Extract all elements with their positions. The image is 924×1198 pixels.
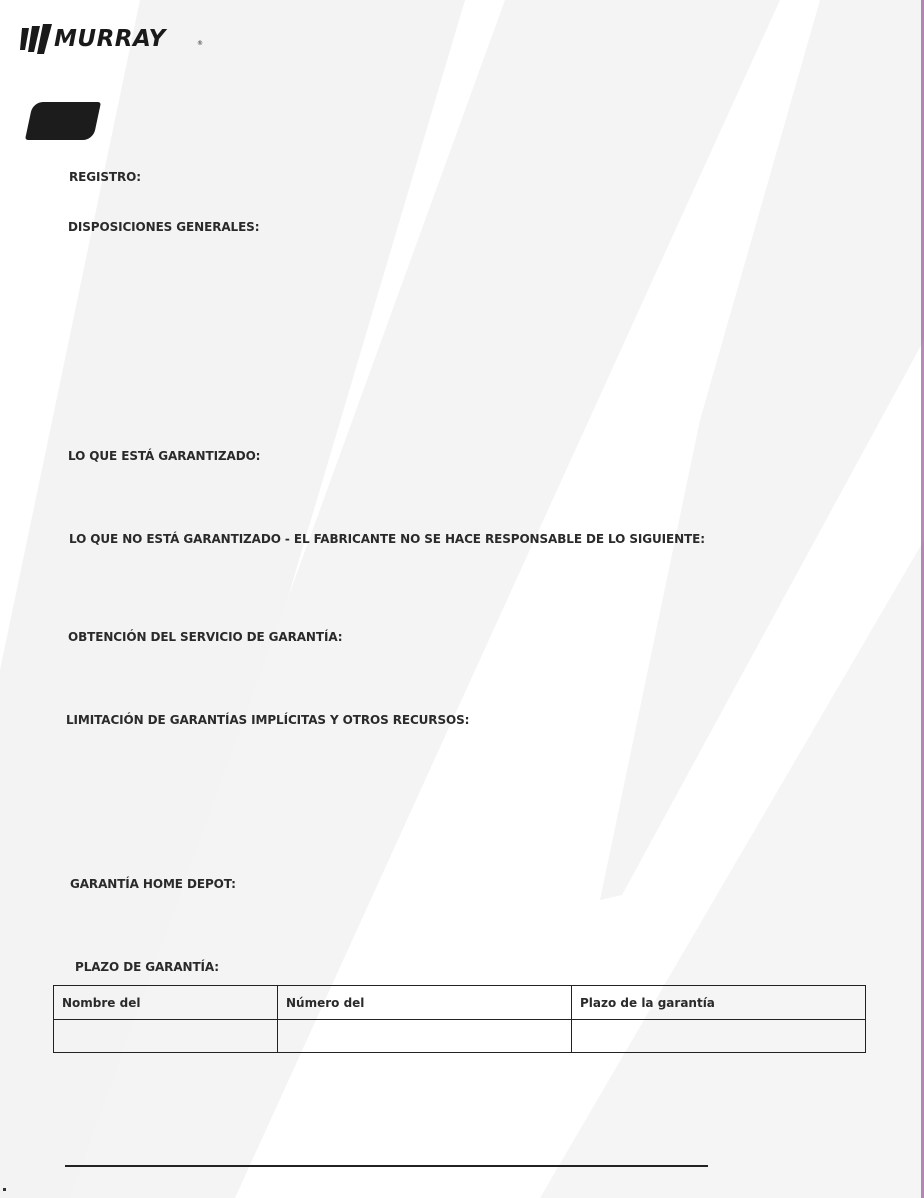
heading-disposiciones-generales: DISPOSICIONES GENERALES:: [68, 220, 260, 234]
warranty-table: [53, 985, 866, 1053]
table-cell: [572, 1020, 866, 1053]
table-cell: [278, 1020, 572, 1053]
heading-registro: REGISTRO:: [69, 170, 141, 184]
table-cell: [54, 1020, 278, 1053]
table-row: [54, 1020, 866, 1053]
svg-text:®: ®: [197, 40, 203, 47]
murray-logo: [20, 22, 220, 56]
heading-lo-que-no-esta-garantizado: LO QUE NO ESTÁ GARANTIZADO - EL FABRICANTE NO SE HACE RESPONSABLE DE LO SIGUIENTE:: [69, 532, 705, 546]
heading-garantia-home-depot: GARANTÍA HOME DEPOT:: [70, 877, 236, 891]
heading-obtencion-servicio: OBTENCIÓN DEL SERVICIO DE GARANTÍA:: [68, 630, 343, 644]
header-nombre: Nombre del: [54, 986, 278, 1020]
footer-divider: [65, 1165, 708, 1167]
table-header-row: [54, 986, 866, 1020]
header-numero: Número del: [278, 986, 572, 1020]
heading-limitacion-garantias: LIMITACIÓN DE GARANTÍAS IMPLÍCITAS Y OTROS RECURSOS:: [66, 713, 470, 727]
logo-text: MURRAY: [54, 26, 166, 52]
language-tab: [25, 102, 101, 140]
heading-lo-que-esta-garantizado: LO QUE ESTÁ GARANTIZADO:: [68, 449, 261, 463]
page-mark: [3, 1188, 6, 1191]
heading-plazo-garantia: PLAZO DE GARANTÍA:: [75, 960, 220, 974]
header-plazo: Plazo de la garantía: [572, 986, 866, 1020]
